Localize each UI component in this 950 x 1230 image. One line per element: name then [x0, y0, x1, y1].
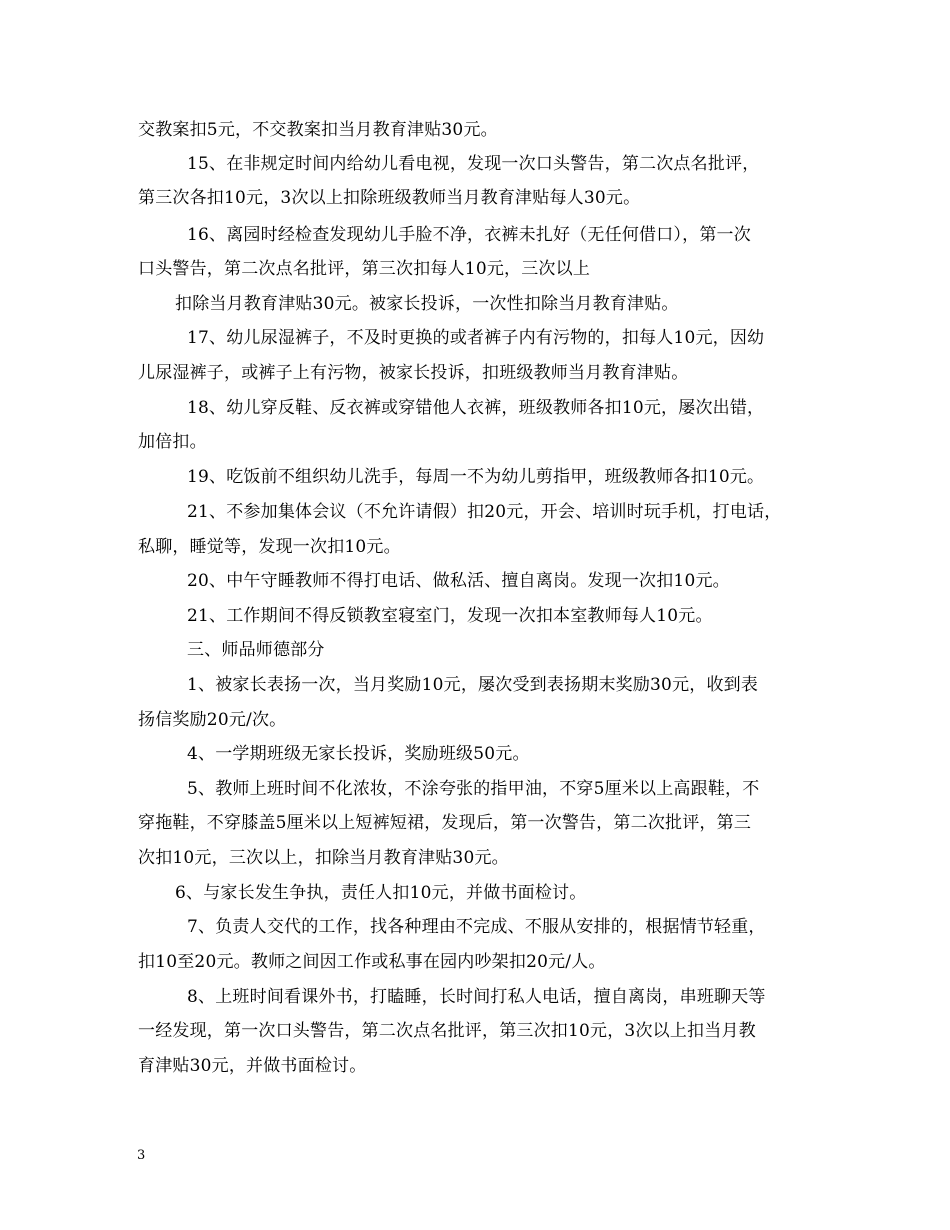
text-line: 20、中午守睡教师不得打电话、做私活、擅自离岗。发现一次扣10元。: [187, 571, 730, 591]
text-line: 口头警告，第二次点名批评，第三次扣每人10元，三次以上: [138, 259, 591, 279]
text-line: 加倍扣。: [138, 432, 207, 452]
text-line: 21、工作期间不得反锁教室寝室门，发现一次扣本室教师每人10元。: [187, 606, 713, 626]
text-line: 第三次各扣10元，3次以上扣除班级教师当月教育津贴每人30元。: [138, 188, 641, 208]
text-line: 8、上班时间看课外书，打瞌睡，长时间打私人电话，擅自离岗，串班聊天等: [187, 987, 766, 1007]
text-line: 扣除当月教育津贴30元。被家长投诉，一次性扣除当月教育津贴。: [175, 294, 679, 314]
text-line: 次扣10元，三次以上，扣除当月教育津贴30元。: [138, 848, 509, 868]
section-heading: 三、师品师德部分: [187, 640, 325, 660]
text-line: 交教案扣5元，不交教案扣当月教育津贴30元。: [138, 120, 498, 140]
text-line: 育津贴30元，并做书面检讨。: [138, 1056, 367, 1076]
text-line: 15、在非规定时间内给幼儿看电视，发现一次口头警告，第二次点名批评，: [187, 154, 760, 174]
text-line: 扬信奖励20元/次。: [138, 710, 287, 730]
text-line: 6、与家长发生争执，责任人扣10元，并做书面检讨。: [175, 883, 587, 903]
text-line: 私聊，睡觉等，发现一次扣10元。: [138, 537, 401, 557]
text-line: 穿拖鞋，不穿膝盖5厘米以上短裤短裙，发现后，第一次警告，第二次批评，第三: [138, 813, 752, 833]
text-line: 17、幼儿尿湿裤子，不及时更换的或者裤子内有污物的，扣每人10元，因幼: [187, 328, 765, 348]
text-line: 5、教师上班时间不化浓妆，不涂夸张的指甲油，不穿5厘米以上高跟鞋，不: [187, 779, 760, 799]
text-line: 19、吃饭前不组织幼儿洗手，每周一不为幼儿剪指甲，班级教师各扣10元。: [187, 467, 765, 487]
text-line: 7、负责人交代的工作，找各种理由不完成、不服从安排的，根据情节轻重，: [187, 917, 766, 937]
page-number: 3: [137, 1148, 146, 1163]
text-line: 4、一学期班级无家长投诉，奖励班级50元。: [187, 744, 530, 764]
text-line: 一经发现，第一次口头警告，第二次点名批评，第三次扣10元，3次以上扣当月教: [138, 1021, 756, 1041]
text-line: 18、幼儿穿反鞋、反衣裤或穿错他人衣裤，班级教师各扣10元，屡次出错，: [187, 398, 765, 418]
text-line: 21、不参加集体会议（不允许请假）扣20元，开会、培训时玩手机，打电话，: [187, 502, 782, 522]
text-line: 扣10至20元。教师之间因工作或私事在园内吵架扣20元/人。: [138, 952, 606, 972]
text-line: 16、离园时经检查发现幼儿手脸不净，衣裤未扎好（无任何借口），第一次: [187, 225, 751, 245]
text-line: 儿尿湿裤子，或裤子上有污物，被家长投诉，扣班级教师当月教育津贴。: [138, 363, 689, 383]
text-line: 1、被家长表扬一次，当月奖励10元，屡次受到表扬期末奖励30元，收到表: [187, 675, 759, 695]
